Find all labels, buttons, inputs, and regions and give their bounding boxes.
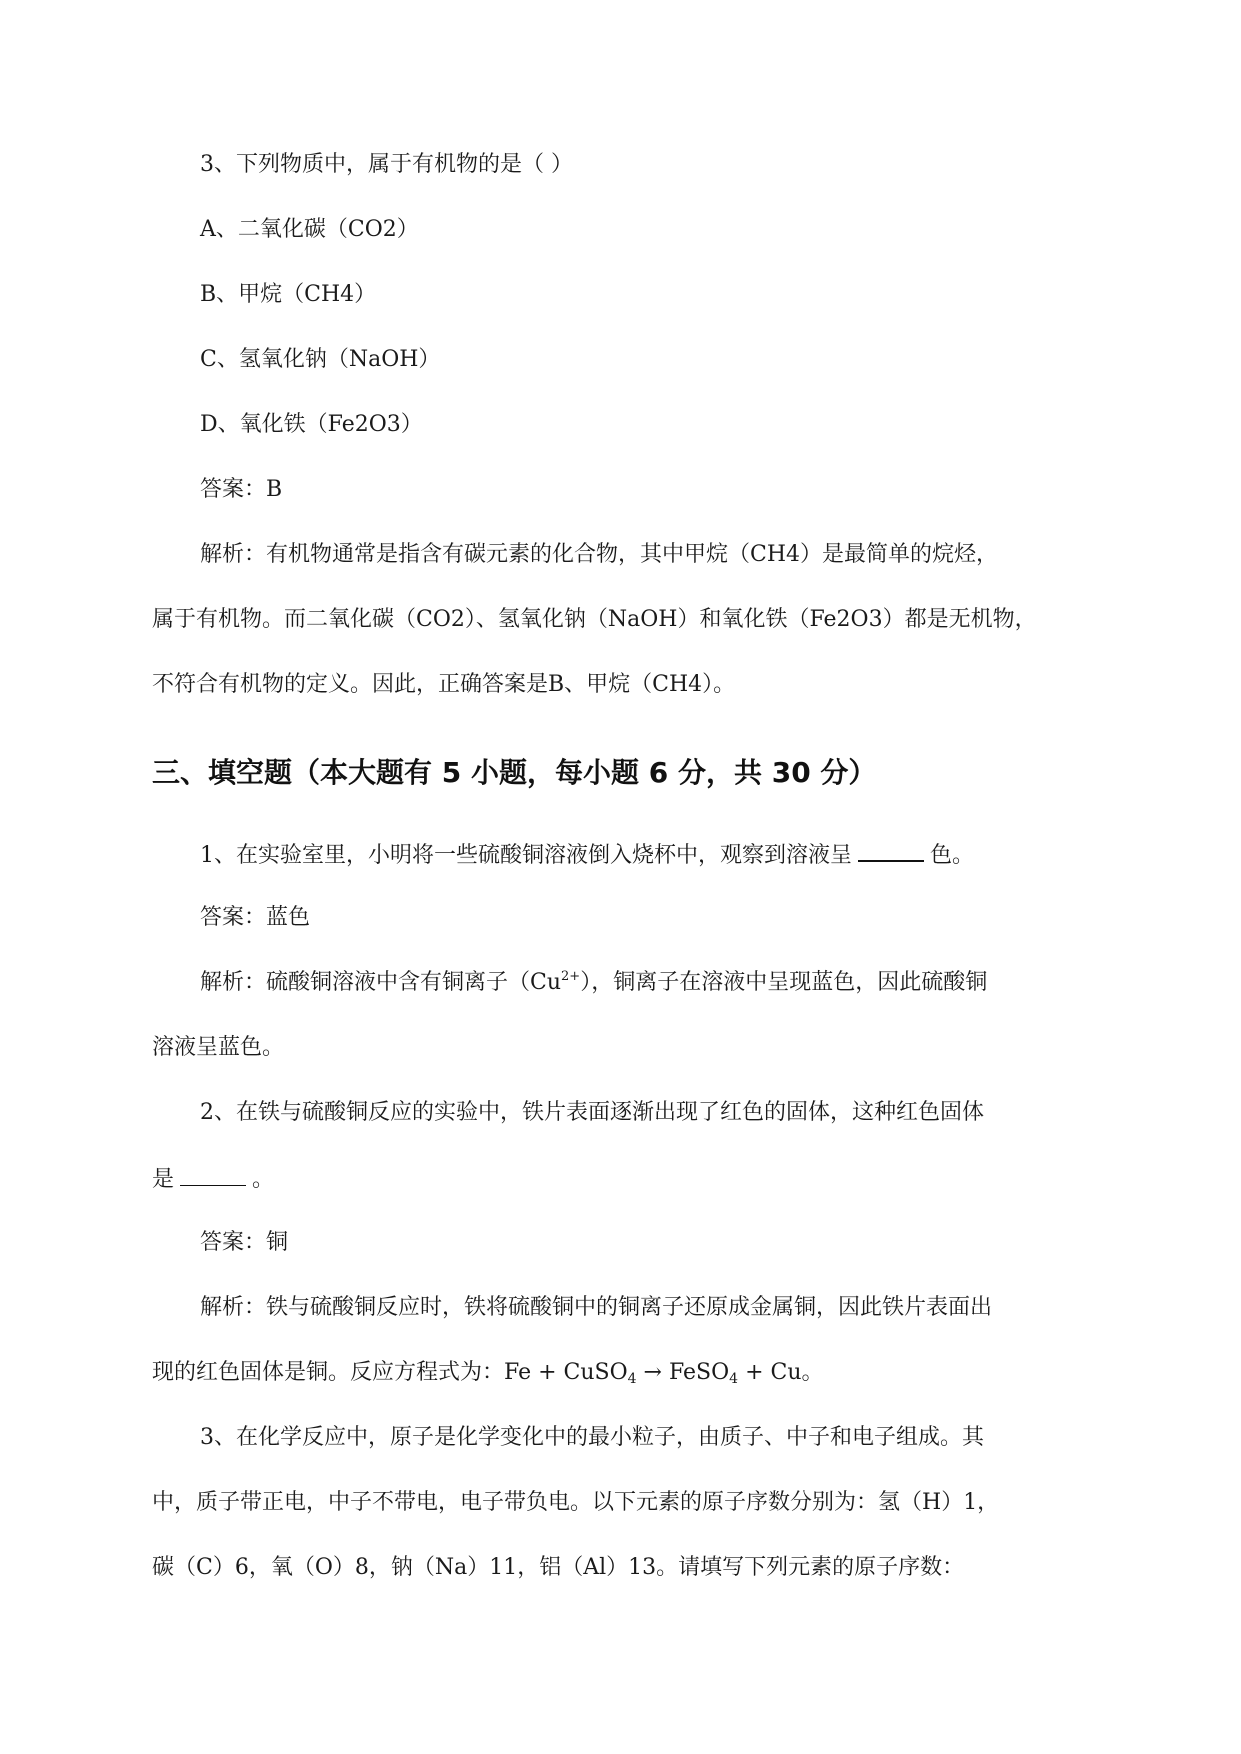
fill-1-answer: 答案：蓝色 <box>200 905 311 930</box>
equation-text-a: 现的红色固体是铜。反应方程式为：Fe + CuSO <box>152 1360 628 1385</box>
question-3-analysis-line-3: 不符合有机物的定义。因此，正确答案是B、甲烷（CH4）。 <box>152 672 736 697</box>
section-3-heading: 三、填空题（本大题有 5 小题，每小题 6 分，共 30 分） <box>152 756 877 789</box>
fill-2-blank <box>180 1163 246 1186</box>
fill-1-stem-suffix: 色。 <box>930 843 975 868</box>
fill-2-stem-line-2 <box>152 1163 274 1195</box>
fill-1-blank <box>858 838 924 862</box>
fill-1-analysis-text-a: 解析：硫酸铜溶液中含有铜离子（Cu <box>200 970 562 995</box>
question-3-analysis-line-2: 属于有机物。而二氧化碳（CO2）、氢氧化钠（NaOH）和氧化铁（Fe2O3）都是无机物， <box>152 607 1037 632</box>
equation-text-b: → FeSO <box>636 1360 730 1385</box>
fill-2-stem-suffix: 。 <box>252 1167 275 1192</box>
option-a: A、二氧化碳（CO2） <box>200 217 419 242</box>
fill-2-stem-line-1: 2、在铁与硫酸铜反应的实验中，铁片表面逐渐出现了红色的固体，这种红色固体 <box>200 1100 984 1125</box>
fill-1-analysis-line-1 <box>200 968 987 998</box>
option-c: C、氢氧化钠（NaOH） <box>200 347 441 372</box>
fill-2-analysis-line-1: 解析：铁与硫酸铜反应时，铁将硫酸铜中的铜离子还原成金属铜，因此铁片表面出 <box>200 1295 993 1320</box>
fill-1-analysis-text-b: ），铜离子在溶液中呈现蓝色，因此硫酸铜 <box>580 970 988 995</box>
fill-3-stem-line-1: 3、在化学反应中，原子是化学变化中的最小粒子，由质子、中子和电子组成。其 <box>200 1425 984 1450</box>
subscript-4: 4 <box>729 1371 739 1387</box>
fill-3-stem-line-2: 中，质子带正电，中子不带电，电子带负电。以下元素的原子序数分别为：氢（H）1， <box>152 1490 1000 1515</box>
question-3-stem: 3、下列物质中，属于有机物的是（ ） <box>200 152 573 177</box>
charge-superscript: 2+ <box>561 969 581 984</box>
fill-2-answer: 答案：铜 <box>200 1230 289 1255</box>
subscript-4: 4 <box>627 1371 637 1387</box>
question-3-answer: 答案：B <box>200 477 283 502</box>
fill-1-stem-text: 1、在实验室里，小明将一些硫酸铜溶液倒入烧杯中，观察到溶液呈 <box>200 843 852 868</box>
equation-text-c: + Cu。 <box>738 1360 824 1385</box>
option-b: B、甲烷（CH4） <box>200 282 377 307</box>
option-d: D、氧化铁（Fe2O3） <box>200 412 423 437</box>
fill-1-analysis-line-2: 溶液呈蓝色。 <box>152 1035 285 1060</box>
question-3-analysis-line-1: 解析：有机物通常是指含有碳元素的化合物，其中甲烷（CH4）是最简单的烷烃， <box>200 542 999 567</box>
fill-2-stem-prefix: 是 <box>152 1167 175 1192</box>
fill-1-stem <box>200 838 974 871</box>
fill-2-analysis-line-2 <box>152 1358 824 1388</box>
fill-3-stem-line-3: 碳（C）6，氧（O）8，钠（Na）11，铝（Al）13。请填写下列元素的原子序数： <box>152 1555 965 1580</box>
